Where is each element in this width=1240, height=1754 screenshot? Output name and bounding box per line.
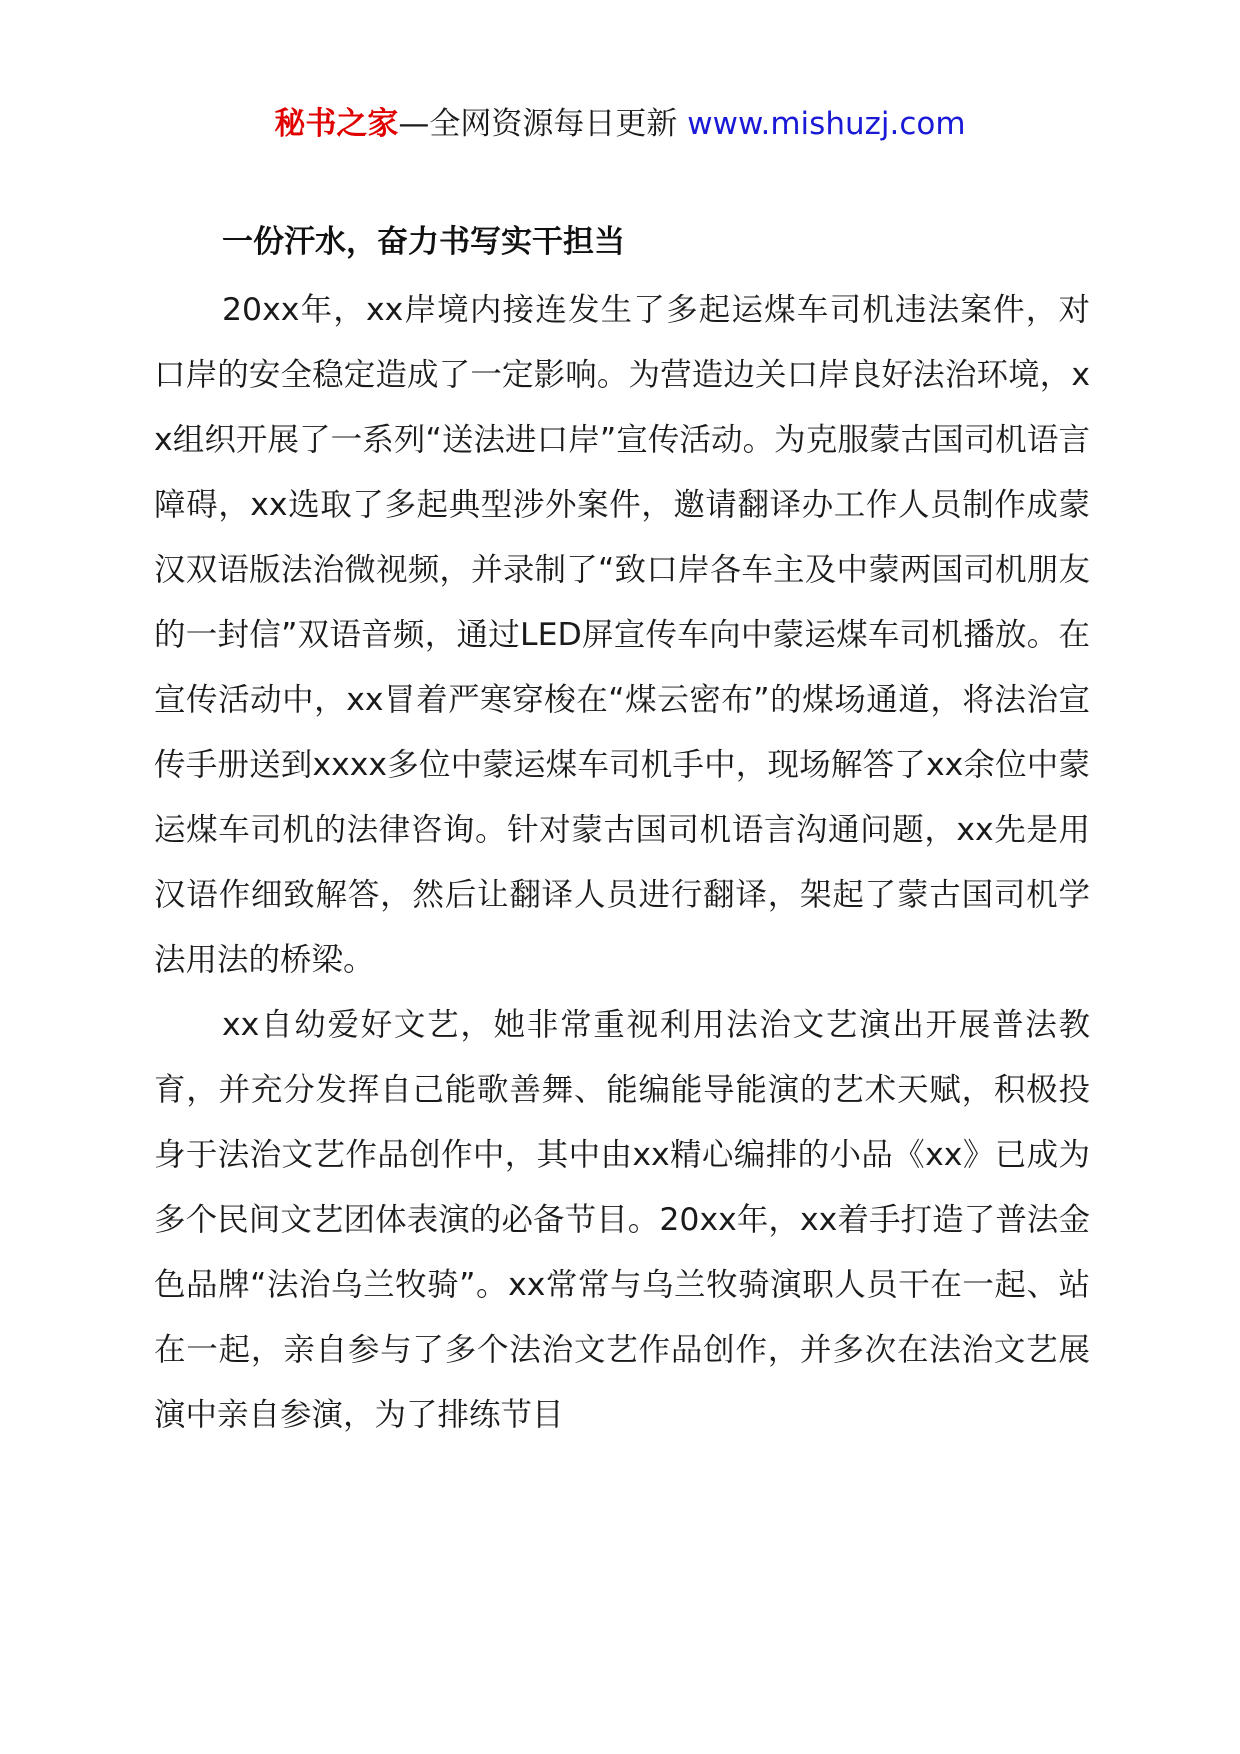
site-header: [0, 100, 1240, 148]
section-heading: 一份汗水，奋力书写实干担当: [222, 224, 625, 260]
site-slogan: —全网资源每日更新: [398, 106, 678, 142]
paragraph-1: 20xx年，xx岸境内接连发生了多起运煤车司机违法案件，对口岸的安全稳定造成了一定影响。为营造边关口岸良好法治环境，xx组织开展了一系列“送法进口岸”宣传活动。为克服蒙古国司机语言障碍，xx选取了多起典型涉外案件，邀请翻译办工作人员制作成蒙汉双语版法治微视频，并录制了“致口岸各车主及中蒙两国司机朋友的一封信”双语音频，通过LED屏宣传车向中蒙运煤车司机播放。在宣传活动中，xx冒着严寒穿梭在“煤云密布”的煤场通道，将法治宣传手册送到xxxx多位中蒙运煤车司机手中，现场解答了xx余位中蒙运煤车司机的法律咨询。针对蒙古国司机语言沟通问题，xx先是用汉语作细致解答，然后让翻译人员进行翻译，架起了蒙古国司机学法用法的桥梁。: [154, 292, 1090, 978]
site-url-link[interactable]: www.mishuzj.com: [687, 106, 966, 142]
paragraph-2: xx自幼爱好文艺，她非常重视利用法治文艺演出开展普法教育，并充分发挥自己能歌善舞、能编能导能演的艺术天赋，积极投身于法治文艺作品创作中，其中由xx精心编排的小品《xx》已成为多个民间文艺团体表演的必备节目。20xx年，xx着手打造了普法金色品牌“法治乌兰牧骑”。xx常常与乌兰牧骑演职人员干在一起、站在一起，亲自参与了多个法治文艺作品创作，并多次在法治文艺展演中亲自参演，为了排练节目: [154, 1007, 1090, 1433]
site-brand: 秘书之家: [274, 106, 399, 142]
article-body: [154, 218, 1090, 1448]
